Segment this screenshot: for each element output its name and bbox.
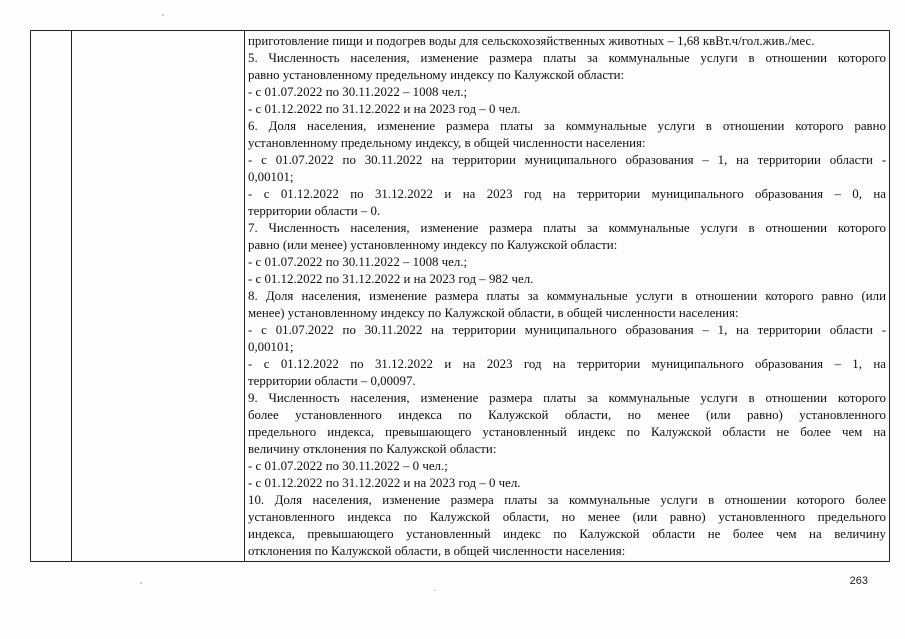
text-line: 8. Доля населения, изменение размера платы за коммунальные услуги в отношении которого равно (или (248, 289, 886, 303)
text-line: предельного индекса, превышающего установленный индекс по Калужской области не более чем на (248, 425, 886, 439)
text-line: - с 01.12.2022 по 31.12.2022 и на 2023 год – 982 чел. (248, 272, 534, 286)
table-cell-number (31, 31, 72, 562)
text-line: равно установленному предельному индексу по Калужской области: (248, 68, 625, 82)
text-line: - с 01.07.2022 по 30.11.2022 – 0 чел.; (248, 459, 448, 473)
text-line: установленного индекса по Калужской области, но менее (или равно) установленного предельного (248, 510, 886, 524)
text-line: 6. Доля населения, изменение размера платы за коммунальные услуги в отношении которого равно (248, 119, 886, 133)
text-line: территории области – 0,00097. (248, 374, 416, 388)
table-cell-text (245, 31, 890, 562)
text-line: индекса, превышающего установленный индекс по Калужской области не более чем на величину (248, 527, 886, 541)
text-line: - с 01.12.2022 по 31.12.2022 и на 2023 год на территории муниципального образования – 1, на (248, 357, 886, 371)
document-body-text (248, 33, 886, 561)
scan-speck (434, 590, 436, 591)
text-line: 9. Численность населения, изменение размера платы за коммунальные услуги в отношении которого (248, 391, 886, 405)
text-line: менее) установленному индексу по Калужской области, в общей численности населения: (248, 306, 739, 320)
text-line: установленному предельному индексу, в общей численности населения: (248, 136, 646, 150)
text-line: - с 01.12.2022 по 31.12.2022 и на 2023 год на территории муниципального образования – 0, на (248, 187, 886, 201)
text-line: величину отклонения по Калужской области: (248, 442, 497, 456)
table-cell-name (72, 31, 245, 562)
scan-speck (162, 14, 164, 16)
text-line: - с 01.07.2022 по 30.11.2022 – 1008 чел.; (248, 255, 468, 269)
text-line: - с 01.07.2022 по 30.11.2022 на территории муниципального образования – 1, на территории области - (248, 153, 886, 167)
table-row (31, 31, 890, 562)
page-number: 263 (849, 575, 868, 587)
text-line: 5. Численность населения, изменение размера платы за коммунальные услуги в отношении которого (248, 51, 886, 65)
text-line: - с 01.07.2022 по 30.11.2022 на территории муниципального образования – 1, на территории области - (248, 323, 886, 337)
text-line: 7. Численность населения, изменение размера платы за коммунальные услуги в отношении которого (248, 221, 886, 235)
text-line: приготовление пищи и подогрев воды для сельскохозяйственных животных – 1,68 квВт.ч/гол.жив./мес. (248, 34, 815, 48)
document-table (30, 30, 890, 562)
text-line: - с 01.12.2022 по 31.12.2022 и на 2023 год – 0 чел. (248, 476, 521, 490)
text-line: - с 01.07.2022 по 30.11.2022 – 1008 чел.; (248, 85, 468, 99)
text-line: - с 01.12.2022 по 31.12.2022 и на 2023 год – 0 чел. (248, 102, 521, 116)
text-line: отклонения по Калужской области, в общей численности населения: (248, 544, 626, 558)
text-line: равно (или менее) установленному индексу по Калужской области: (248, 238, 618, 252)
text-line: 10. Доля населения, изменение размера платы за коммунальные услуги в отношении которого более (248, 493, 886, 507)
text-line: более установленного индекса по Калужской области, но менее (или равно) установленного (248, 408, 886, 422)
text-line: 0,00101; (248, 340, 294, 354)
text-line: 0,00101; (248, 170, 294, 184)
text-line (248, 560, 886, 561)
text-line: территории области – 0. (248, 204, 381, 218)
scan-speck (140, 582, 142, 584)
